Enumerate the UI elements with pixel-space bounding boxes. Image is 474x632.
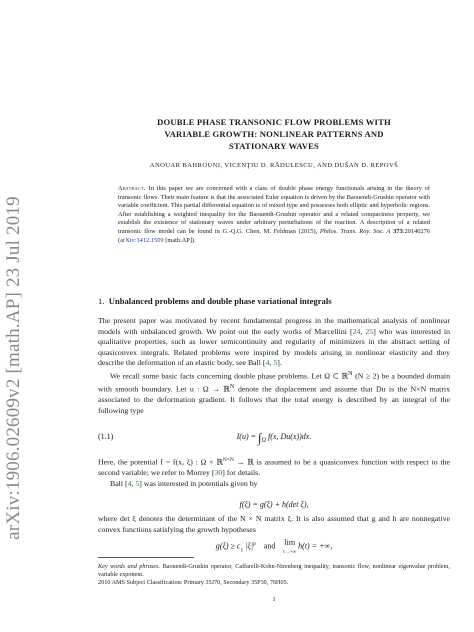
keywords xyxy=(98,563,450,579)
equation-text: f(ξ) = g(ξ) + h(det ξ), xyxy=(239,500,309,509)
arxiv-stamp-text: arXiv:1906.02609v2 [math.AP] 23 Jul 2019 xyxy=(3,196,24,540)
citation-link[interactable]: 5 xyxy=(273,358,278,368)
paragraph-2-text-a: We recall some basic facts concerning double phase problems. Let Ω ⊂ ℝ xyxy=(110,371,348,381)
citation-link[interactable]: 25 xyxy=(365,326,374,336)
abstract-label: Abstract. xyxy=(118,185,146,192)
body-text-block-1 xyxy=(98,316,450,417)
title-line-3: STATIONARY WAVES xyxy=(228,141,320,151)
abstract-arxiv-link[interactable]: arXiv:1412.1509 xyxy=(120,236,164,244)
paragraph-1-text-a: The present paper was motivated by recent fundamental progress in the mathematical analysis of nonlinear models with unbalanced growth. We point out the early works of Marcellini [ xyxy=(98,316,450,336)
paragraph-4-text-a: Ball [ xyxy=(110,478,128,488)
paragraph-4 xyxy=(98,479,450,490)
footnote-rule xyxy=(98,557,194,558)
abstract-text-3: [math.AP]). xyxy=(163,236,196,244)
conjunction-and: and xyxy=(263,541,276,551)
paragraph-1-text-b: ] who was interested in qualitative properties, such as lower semicontinuity and regularity of minimizers in the abstract setting of quasiconvex integrals. Related problems were inspired by models arising in nonlinear elasticity and they describe the deformation of an elastic body, see Ball [ xyxy=(98,326,450,368)
growth-lhs: g(ξ) ≥ c xyxy=(215,541,241,551)
abstract-text-1: In this paper we are concerned with a class of double phase energy functionals arising in the theory of transonic flows. Their main feature is that the associated Euler equation is driven by the Baouendi-Grushin operator with variable coefficient. This partial differential equation is of mixed type and possesses both elliptic and hyperbolic regions. After establishing a weighted inequality for the Baouendi-Grushin operator and a related compactness property, we establish the existence of stationary waves under arbitrary perturbations of the reaction. A description of a related transonic flow model can be found in G.-Q.G. Chen, M. Feldman (2015), xyxy=(118,185,430,235)
growth-rhs: h(t) = +∞, xyxy=(296,541,333,551)
paragraph-5: where det ξ denotes the determinant of the N × N matrix ξ. It is also assumed that g and h are nonnegative convex functions satisfying the growth hypotheses xyxy=(98,514,450,534)
superscript: p xyxy=(253,541,256,547)
citation-link[interactable]: 4 xyxy=(127,478,132,488)
section-heading xyxy=(98,296,450,306)
citation-link[interactable]: 4 xyxy=(265,358,270,368)
citation-link[interactable]: 5 xyxy=(135,478,140,488)
superscript: N×N xyxy=(222,457,234,463)
integral-domain: Ω xyxy=(261,437,267,444)
abstract-text-2: :20140276 ( xyxy=(118,227,431,244)
paragraph-3-text-a: Here, the potential f = f(x, ξ) : Ω × ℝ xyxy=(98,457,223,467)
paragraph-2 xyxy=(98,369,450,417)
body-text-block-2 xyxy=(98,455,450,489)
equation-rhs: f(x, Du(x))dx. xyxy=(266,432,312,441)
paragraph-1-text-c: ]. xyxy=(277,358,282,368)
citation-separator: , xyxy=(269,358,274,368)
equation-expression xyxy=(98,432,450,446)
section-number: 1. xyxy=(98,296,105,306)
abstract-volume: 373 xyxy=(390,227,403,235)
keywords-label: Key words and phrases. xyxy=(98,563,161,570)
paragraph-4-text-b: ] was interested in potentials given by xyxy=(139,478,258,488)
integral-sign: ∫ xyxy=(258,430,262,445)
paragraph-3 xyxy=(98,455,450,479)
footnote xyxy=(98,563,450,588)
citation-separator: , xyxy=(131,478,136,488)
limit-operator: lim xyxy=(284,538,296,547)
superscript: N xyxy=(348,369,353,377)
abstract xyxy=(118,185,430,245)
title-line-2: VARIABLE GROWTH: NONLINEAR PATTERNS AND xyxy=(164,129,384,139)
section-title: Unbalanced problems and double phase variational integrals xyxy=(108,296,332,306)
page-number: 1 xyxy=(272,596,276,603)
subscript: 1 xyxy=(240,547,244,554)
body-text-block-3 xyxy=(98,514,450,535)
paragraph-3-text-c: ] for details. xyxy=(222,468,261,478)
arxiv-stamp xyxy=(0,118,28,618)
title-line-1: DOUBLE PHASE TRANSONIC FLOW PROBLEMS WITH xyxy=(157,117,391,127)
paragraph-2-text-b: (N ≥ 2) be a bounded domain with smooth boundary. Let u : Ω → ℝ xyxy=(98,371,450,394)
equation-expression xyxy=(98,539,450,557)
equation-number: (1.1) xyxy=(98,432,114,441)
citation-link[interactable]: 30 xyxy=(214,468,223,478)
equation-lhs: I(u) = xyxy=(236,432,259,441)
citation-separator: , xyxy=(360,326,366,336)
limit-subscript: t→+∞ xyxy=(283,550,297,555)
paragraph-3-text-b: → ℝ is assumed to be a quasiconvex function with respect to the second variable; we refer to Morrey [ xyxy=(98,457,451,478)
paragraph-1 xyxy=(98,316,450,369)
msc-classification: 2010 AMS Subject Classification: Primary 35J70, Secondary 35P30, 76H05. xyxy=(98,579,289,587)
limit-block xyxy=(283,539,296,557)
paragraph-2-text-c: denote the displacement and assume that Du is the N×N matrix associated to the deformation gradient. It follows that the total energy is described by an integral of the following type xyxy=(98,384,450,415)
abstract-journal: Philos. Trans. Roy. Soc. A xyxy=(319,227,391,235)
equation-expression xyxy=(98,500,450,510)
citation-link[interactable]: 24 xyxy=(352,326,361,336)
paper-title xyxy=(98,116,450,152)
growth-norm: |ξ| xyxy=(243,541,254,551)
author-list: ANOUAR BAHROUNI, VICENŢIU D. RĂDULESCU, AND DUŠAN D. REPOVŠ xyxy=(149,162,399,169)
keywords-text: Baouendi-Grushin operator, Caffarelli-Kohn-Nirenberg inequality, transonic flow, nonlinear eigenvalue problem, variable exponent. xyxy=(98,563,450,579)
superscript: N xyxy=(229,383,235,391)
